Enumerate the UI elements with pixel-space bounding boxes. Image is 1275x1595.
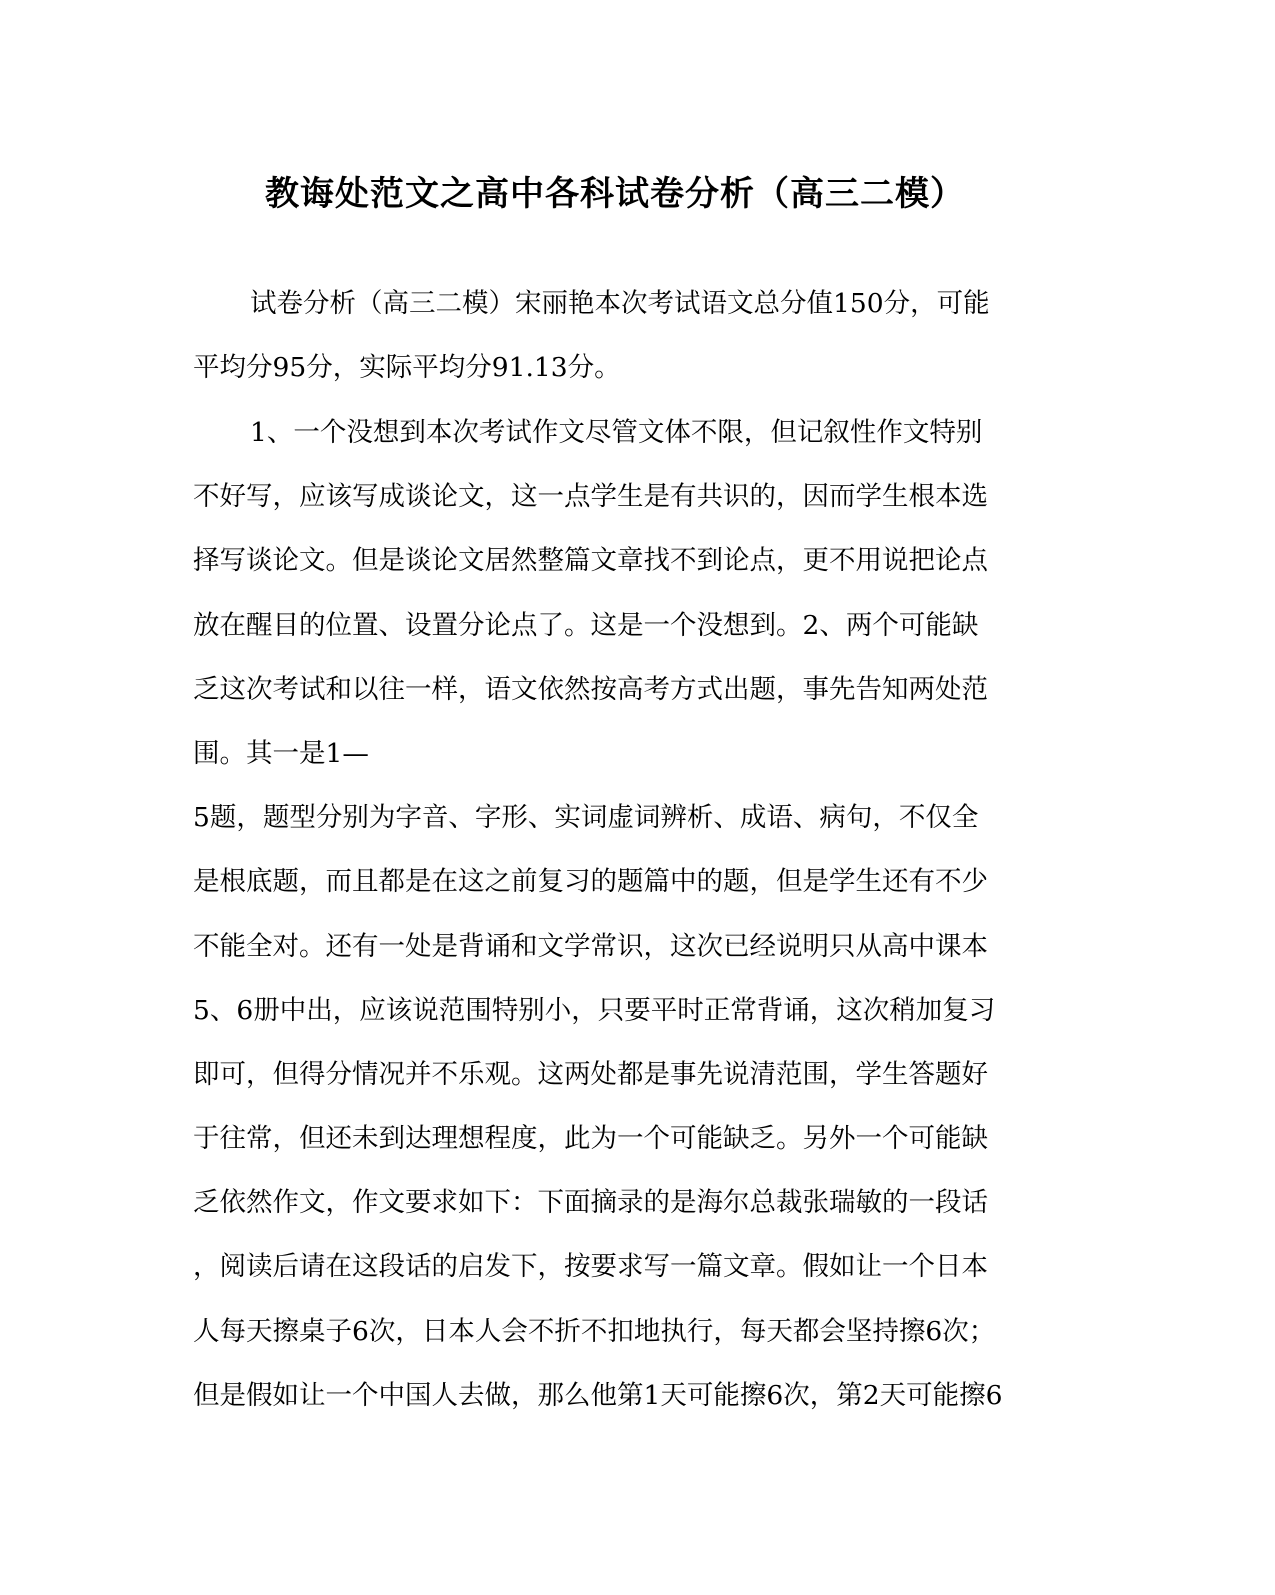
text-line: 但是假如让一个中国人去做，那么他第1天可能擦6次，第2天可能擦6 bbox=[193, 1379, 1003, 1411]
text-line: 不好写，应该写成谈论文，这一点学生是有共识的，因而学生根本选 bbox=[193, 481, 988, 513]
text-line: 平均分95分，实际平均分91.13分。 bbox=[193, 352, 621, 384]
text-line: 放在醒目的位置、设置分论点了。这是一个没想到。2、两个可能缺 bbox=[193, 609, 979, 641]
text-line: 1、一个没想到本次考试作文尽管文体不限，但记叙性作文特别 bbox=[250, 417, 983, 448]
text-line: 择写谈论文。但是谈论文居然整篇文章找不到论点，更不用说把论点 bbox=[193, 545, 988, 577]
text-line: 于往常，但还未到达理想程度，此为一个可能缺乏。另外一个可能缺 bbox=[193, 1123, 988, 1155]
text-line: 试卷分析（高三二模）宋丽艳本次考试语文总分值150分，可能 bbox=[250, 288, 990, 319]
text-line: 人每天擦桌子6次，日本人会不折不扣地执行，每天都会坚持擦6次； bbox=[193, 1315, 996, 1347]
paragraph-intro bbox=[193, 272, 1055, 400]
document-title: 教诲处范文之高中各科试卷分析（高三二模） bbox=[265, 174, 965, 214]
text-line: 5题，题型分别为字音、字形、实词虚词辨析、成语、病句，不仅全 bbox=[193, 802, 979, 834]
text-line: 乏这次考试和以往一样，语文依然按高考方式出题，事先告知两处范 bbox=[193, 673, 988, 705]
text-line: 乏依然作文，作文要求如下：下面摘录的是海尔总裁张瑞敏的一段话 bbox=[193, 1187, 988, 1219]
text-line: ，阅读后请在这段话的启发下，按要求写一篇文章。假如让一个日本 bbox=[193, 1251, 988, 1283]
paragraph-analysis bbox=[193, 401, 1055, 1428]
text-line: 5、6册中出，应该说范围特别小，只要平时正常背诵，这次稍加复习 bbox=[193, 994, 996, 1026]
text-line: 是根底题，而且都是在这之前复习的题篇中的题，但是学生还有不少 bbox=[193, 866, 988, 898]
text-line: 不能全对。还有一处是背诵和文学常识，这次已经说明只从高中课本 bbox=[193, 930, 988, 962]
text-line: 围。其一是1— bbox=[193, 737, 369, 769]
text-line: 即可，但得分情况并不乐观。这两处都是事先说清范围，学生答题好 bbox=[193, 1058, 988, 1090]
